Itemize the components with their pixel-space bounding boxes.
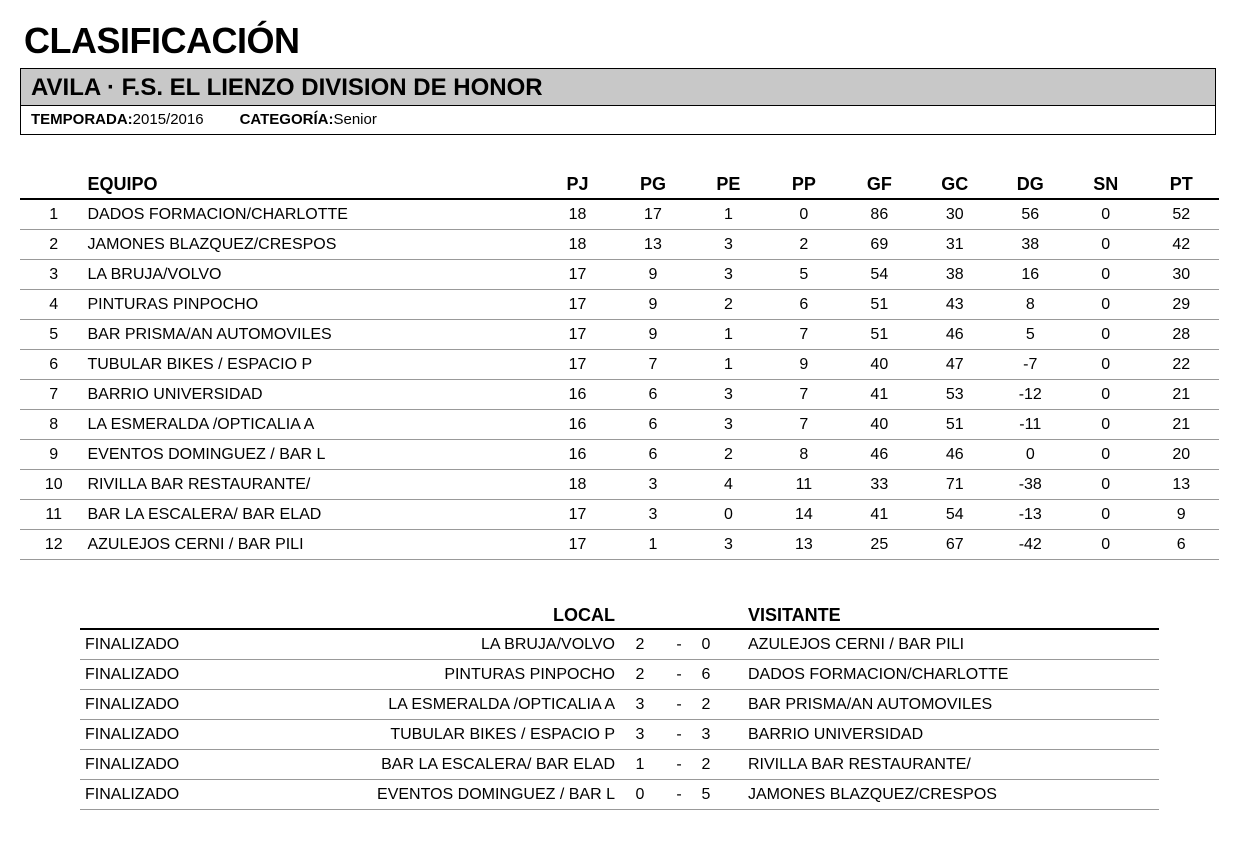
match-score-separator: - <box>665 750 693 780</box>
team-position: 1 <box>20 199 87 230</box>
team-name: DADOS FORMACION/CHARLOTTE <box>87 199 539 230</box>
season-label: TEMPORADA: <box>31 111 133 128</box>
team-name: RIVILLA BAR RESTAURANTE/ <box>87 470 539 500</box>
team-name: JAMONES BLAZQUEZ/CRESPOS <box>87 230 539 260</box>
stat-gf: 41 <box>842 380 917 410</box>
match-local-team: LA ESMERALDA /OPTICALIA A <box>275 690 615 720</box>
stat-pj: 18 <box>540 199 615 230</box>
match-score-separator: - <box>665 690 693 720</box>
stat-gc: 51 <box>917 410 992 440</box>
stat-pe: 2 <box>691 440 766 470</box>
stat-sn: 0 <box>1068 380 1143 410</box>
col-gf: GF <box>842 170 917 199</box>
col-position <box>20 170 87 199</box>
match-status: FINALIZADO <box>80 780 275 810</box>
match-away-team: RIVILLA BAR RESTAURANTE/ <box>748 750 1159 780</box>
col-pp: PP <box>766 170 841 199</box>
team-position: 9 <box>20 440 87 470</box>
stat-pg: 7 <box>615 350 690 380</box>
stat-sn: 0 <box>1068 470 1143 500</box>
standings-row <box>20 380 1219 410</box>
stat-pt: 20 <box>1143 440 1219 470</box>
stat-pg: 17 <box>615 199 690 230</box>
team-position: 8 <box>20 410 87 440</box>
stat-pg: 13 <box>615 230 690 260</box>
stat-sn: 0 <box>1068 410 1143 440</box>
stat-pe: 3 <box>691 230 766 260</box>
stat-dg: 38 <box>993 230 1068 260</box>
stat-pj: 17 <box>540 500 615 530</box>
stat-sn: 0 <box>1068 350 1143 380</box>
stat-gc: 46 <box>917 440 992 470</box>
stat-pt: 52 <box>1143 199 1219 230</box>
stat-gc: 30 <box>917 199 992 230</box>
match-score-separator: - <box>665 660 693 690</box>
stat-pg: 3 <box>615 500 690 530</box>
stat-pt: 13 <box>1143 470 1219 500</box>
match-away-goals: 2 <box>693 690 719 720</box>
stat-dg: -7 <box>993 350 1068 380</box>
match-home-goals: 2 <box>615 660 665 690</box>
stat-pt: 21 <box>1143 410 1219 440</box>
page-title: CLASIFICACIÓN <box>24 20 300 61</box>
stat-gf: 46 <box>842 440 917 470</box>
stat-pj: 16 <box>540 440 615 470</box>
stat-gc: 38 <box>917 260 992 290</box>
col-pg: PG <box>615 170 690 199</box>
standings-row <box>20 500 1219 530</box>
stat-pt: 22 <box>1143 350 1219 380</box>
stat-pp: 7 <box>766 320 841 350</box>
stat-dg: 56 <box>993 199 1068 230</box>
stat-dg: -38 <box>993 470 1068 500</box>
stat-pj: 17 <box>540 350 615 380</box>
stat-pp: 14 <box>766 500 841 530</box>
match-score-separator: - <box>665 629 693 660</box>
stat-pg: 9 <box>615 290 690 320</box>
stat-pj: 17 <box>540 260 615 290</box>
col-away: VISITANTE <box>748 602 1159 629</box>
match-status: FINALIZADO <box>80 750 275 780</box>
stat-gf: 40 <box>842 410 917 440</box>
match-away-team: AZULEJOS CERNI / BAR PILI <box>748 629 1159 660</box>
team-position: 7 <box>20 380 87 410</box>
match-home-goals: 3 <box>615 690 665 720</box>
team-name: LA ESMERALDA /OPTICALIA A <box>87 410 539 440</box>
stat-gf: 54 <box>842 260 917 290</box>
stat-pt: 21 <box>1143 380 1219 410</box>
stat-pp: 5 <box>766 260 841 290</box>
standings-row <box>20 440 1219 470</box>
stat-pp: 9 <box>766 350 841 380</box>
stat-sn: 0 <box>1068 320 1143 350</box>
col-team: EQUIPO <box>87 170 539 199</box>
standings-row <box>20 410 1219 440</box>
stat-gc: 54 <box>917 500 992 530</box>
match-status: FINALIZADO <box>80 690 275 720</box>
season-value: 2015/2016 <box>132 111 204 128</box>
stat-pp: 7 <box>766 380 841 410</box>
standings-row <box>20 320 1219 350</box>
stat-pj: 17 <box>540 290 615 320</box>
stat-gc: 53 <box>917 380 992 410</box>
match-home-goals: 1 <box>615 750 665 780</box>
stat-gc: 46 <box>917 320 992 350</box>
team-position: 11 <box>20 500 87 530</box>
stat-pt: 30 <box>1143 260 1219 290</box>
match-status: FINALIZADO <box>80 629 275 660</box>
competition-meta <box>21 106 1215 134</box>
team-name: TUBULAR BIKES / ESPACIO P <box>87 350 539 380</box>
stat-pg: 1 <box>615 530 690 560</box>
team-position: 4 <box>20 290 87 320</box>
stat-pp: 2 <box>766 230 841 260</box>
stat-gc: 67 <box>917 530 992 560</box>
team-name: PINTURAS PINPOCHO <box>87 290 539 320</box>
stat-pp: 6 <box>766 290 841 320</box>
match-status: FINALIZADO <box>80 720 275 750</box>
standings-row <box>20 260 1219 290</box>
stat-pg: 9 <box>615 260 690 290</box>
stat-sn: 0 <box>1068 260 1143 290</box>
standings-row <box>20 290 1219 320</box>
stat-sn: 0 <box>1068 530 1143 560</box>
stat-pe: 1 <box>691 350 766 380</box>
results-header-row <box>80 602 1159 629</box>
stat-sn: 0 <box>1068 440 1143 470</box>
match-away-goals: 2 <box>693 750 719 780</box>
team-position: 5 <box>20 320 87 350</box>
match-row <box>80 720 1159 750</box>
stat-pp: 13 <box>766 530 841 560</box>
stat-pe: 4 <box>691 470 766 500</box>
match-away-goals: 6 <box>693 660 719 690</box>
stat-pt: 6 <box>1143 530 1219 560</box>
col-pe: PE <box>691 170 766 199</box>
col-gc: GC <box>917 170 992 199</box>
col-dg: DG <box>993 170 1068 199</box>
match-away-team: BAR PRISMA/AN AUTOMOVILES <box>748 690 1159 720</box>
stat-dg: -13 <box>993 500 1068 530</box>
category-label: CATEGORÍA: <box>239 111 334 128</box>
match-local-team: PINTURAS PINPOCHO <box>275 660 615 690</box>
stat-pj: 16 <box>540 410 615 440</box>
match-row <box>80 629 1159 660</box>
match-row <box>80 750 1159 780</box>
stat-pe: 1 <box>691 199 766 230</box>
match-local-team: BAR LA ESCALERA/ BAR ELAD <box>275 750 615 780</box>
stat-sn: 0 <box>1068 500 1143 530</box>
match-row <box>80 660 1159 690</box>
stat-pp: 11 <box>766 470 841 500</box>
team-position: 2 <box>20 230 87 260</box>
stat-gf: 40 <box>842 350 917 380</box>
standings-table <box>20 170 1219 560</box>
match-away-team: JAMONES BLAZQUEZ/CRESPOS <box>748 780 1159 810</box>
stat-gf: 41 <box>842 500 917 530</box>
match-score-separator: - <box>665 780 693 810</box>
stat-gf: 86 <box>842 199 917 230</box>
match-local-team: EVENTOS DOMINGUEZ / BAR L <box>275 780 615 810</box>
stat-dg: -12 <box>993 380 1068 410</box>
team-position: 3 <box>20 260 87 290</box>
match-local-team: LA BRUJA/VOLVO <box>275 629 615 660</box>
match-row <box>80 690 1159 720</box>
match-away-team: BARRIO UNIVERSIDAD <box>748 720 1159 750</box>
stat-pg: 6 <box>615 380 690 410</box>
stat-dg: 8 <box>993 290 1068 320</box>
standings-header-row <box>20 170 1219 199</box>
stat-gf: 25 <box>842 530 917 560</box>
team-position: 10 <box>20 470 87 500</box>
team-name: AZULEJOS CERNI / BAR PILI <box>87 530 539 560</box>
results-table <box>80 602 1159 810</box>
match-home-goals: 2 <box>615 629 665 660</box>
match-away-goals: 5 <box>693 780 719 810</box>
col-pj: PJ <box>540 170 615 199</box>
match-home-goals: 3 <box>615 720 665 750</box>
stat-pg: 9 <box>615 320 690 350</box>
stat-gf: 51 <box>842 290 917 320</box>
stat-pe: 3 <box>691 530 766 560</box>
standings-row <box>20 230 1219 260</box>
team-name: EVENTOS DOMINGUEZ / BAR L <box>87 440 539 470</box>
team-name: BAR PRISMA/AN AUTOMOVILES <box>87 320 539 350</box>
stat-pg: 6 <box>615 440 690 470</box>
standings-row <box>20 470 1219 500</box>
standings-row <box>20 530 1219 560</box>
stat-pe: 3 <box>691 380 766 410</box>
stat-sn: 0 <box>1068 199 1143 230</box>
stat-gc: 31 <box>917 230 992 260</box>
stat-pj: 16 <box>540 380 615 410</box>
stat-pj: 17 <box>540 530 615 560</box>
stat-pt: 9 <box>1143 500 1219 530</box>
stat-dg: -11 <box>993 410 1068 440</box>
competition-banner: AVILA · F.S. EL LIENZO DIVISION DE HONOR <box>21 69 1215 106</box>
stat-pj: 18 <box>540 470 615 500</box>
match-row <box>80 780 1159 810</box>
match-score-separator: - <box>665 720 693 750</box>
stat-pj: 18 <box>540 230 615 260</box>
team-position: 12 <box>20 530 87 560</box>
stat-pt: 42 <box>1143 230 1219 260</box>
col-pt: PT <box>1143 170 1219 199</box>
stat-gf: 69 <box>842 230 917 260</box>
stat-dg: 0 <box>993 440 1068 470</box>
stat-pj: 17 <box>540 320 615 350</box>
category-value: Senior <box>333 111 377 128</box>
stat-pg: 6 <box>615 410 690 440</box>
match-away-goals: 3 <box>693 720 719 750</box>
stat-pp: 8 <box>766 440 841 470</box>
stat-gf: 51 <box>842 320 917 350</box>
match-away-goals: 0 <box>693 629 719 660</box>
stat-sn: 0 <box>1068 230 1143 260</box>
team-name: BAR LA ESCALERA/ BAR ELAD <box>87 500 539 530</box>
team-name: BARRIO UNIVERSIDAD <box>87 380 539 410</box>
stat-gc: 47 <box>917 350 992 380</box>
standings-row <box>20 199 1219 230</box>
col-sn: SN <box>1068 170 1143 199</box>
col-local: LOCAL <box>275 602 615 629</box>
stat-dg: 16 <box>993 260 1068 290</box>
stat-pe: 3 <box>691 410 766 440</box>
match-away-team: DADOS FORMACION/CHARLOTTE <box>748 660 1159 690</box>
stat-pp: 0 <box>766 199 841 230</box>
stat-pp: 7 <box>766 410 841 440</box>
stat-pe: 1 <box>691 320 766 350</box>
competition-header <box>20 68 1216 135</box>
stat-pe: 0 <box>691 500 766 530</box>
stat-pt: 29 <box>1143 290 1219 320</box>
stat-pe: 3 <box>691 260 766 290</box>
team-position: 6 <box>20 350 87 380</box>
stat-pg: 3 <box>615 470 690 500</box>
stat-gf: 33 <box>842 470 917 500</box>
stat-dg: 5 <box>993 320 1068 350</box>
stat-dg: -42 <box>993 530 1068 560</box>
stat-pe: 2 <box>691 290 766 320</box>
match-status: FINALIZADO <box>80 660 275 690</box>
stat-pt: 28 <box>1143 320 1219 350</box>
stat-sn: 0 <box>1068 290 1143 320</box>
match-home-goals: 0 <box>615 780 665 810</box>
stat-gc: 43 <box>917 290 992 320</box>
stat-gc: 71 <box>917 470 992 500</box>
match-local-team: TUBULAR BIKES / ESPACIO P <box>275 720 615 750</box>
standings-row <box>20 350 1219 380</box>
team-name: LA BRUJA/VOLVO <box>87 260 539 290</box>
